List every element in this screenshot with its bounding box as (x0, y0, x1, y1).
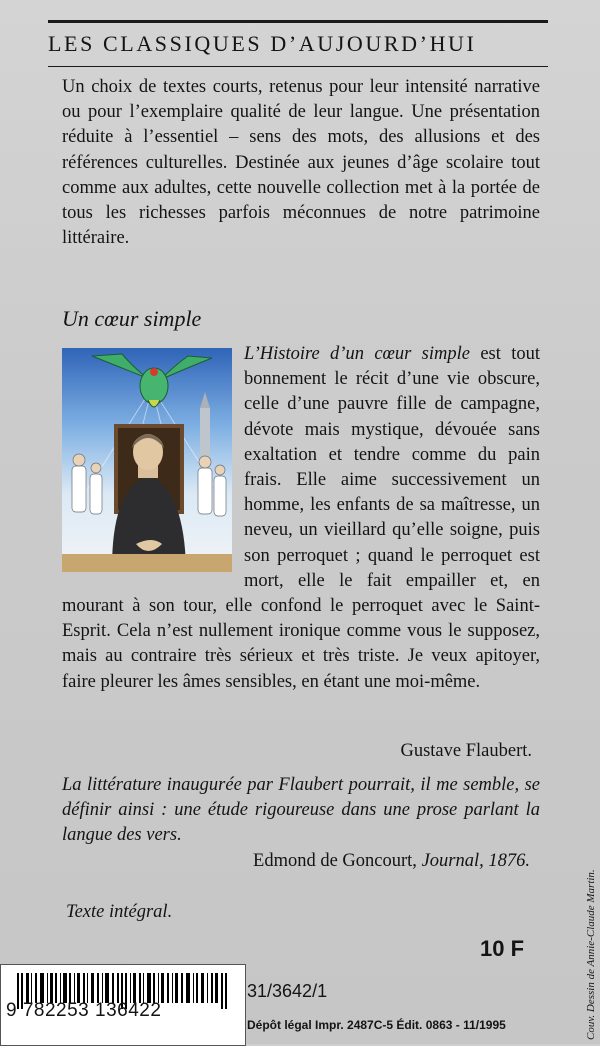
series-title: LES CLASSIQUES D’AUJOURD’HUI (48, 31, 477, 56)
quote-source (62, 851, 540, 872)
edition-mention: Texte intégral. (66, 902, 173, 922)
series-description: Un choix de textes courts, retenus pour leur intensité narrative ou pour l’exemplaire qualité de leur langue. Une présentation réduite à l’essentiel – sens des mots, des allusions et des références culturelles. Destinée aux jeunes d’âge scolaire tout comme aux adultes, cette nouvelle collection met à la portée de tous les richesses parfois méconnues de notre patrimoine littéraire. (62, 77, 540, 249)
legal-deposit: Dépôt légal Impr. 2487C-5 Édit. 0863 - 11/1995 (247, 1018, 506, 1032)
reference-number: 31/3642/1 (247, 981, 328, 1001)
critic-quote: La littérature inaugurée par Flaubert pourrait, il me semble, se définir ainsi : une étude rigoureuse dans une prose parlant la langue des vers. (62, 775, 540, 846)
barcode-digits: 9 782253 136422 (6, 1000, 162, 1021)
quote-work: Journal, 1876. (421, 851, 530, 871)
book-summary (62, 342, 540, 695)
summary-text: est tout bonnement le récit d’une vie obscure, celle d’une pauvre fille de campagne, dévote mais mystique, dévouée sans exaltation et tendre comme du pain frais. Elle aime successivement un homme, les enfants de sa maîtresse, un neveu, un vieillard qu’elle soigne, puis son perroquet ; quand le perroquet est mort, elle le fait empailler et, en mourant à son tour, elle confond le perroquet avec le Saint-Esprit. Cela n’est nullement ironique comme vous le supposez, mais au contraire très sérieux et très triste. Je veux apitoyer, faire pleurer les âmes sensibles, en étant une moi-même. (62, 344, 540, 692)
price: 10 F (480, 936, 525, 961)
series-rule (48, 66, 548, 67)
summary-title: L’Histoire d’un cœur simple (244, 344, 470, 364)
cover-credit: Couv. Dessin de Annie-Claude Martin. (585, 869, 597, 1040)
quote-author: Edmond de Goncourt, (253, 851, 422, 871)
book-title: Un cœur simple (62, 306, 202, 331)
top-rule (48, 20, 548, 23)
author-signature: Gustave Flaubert. (400, 741, 532, 761)
